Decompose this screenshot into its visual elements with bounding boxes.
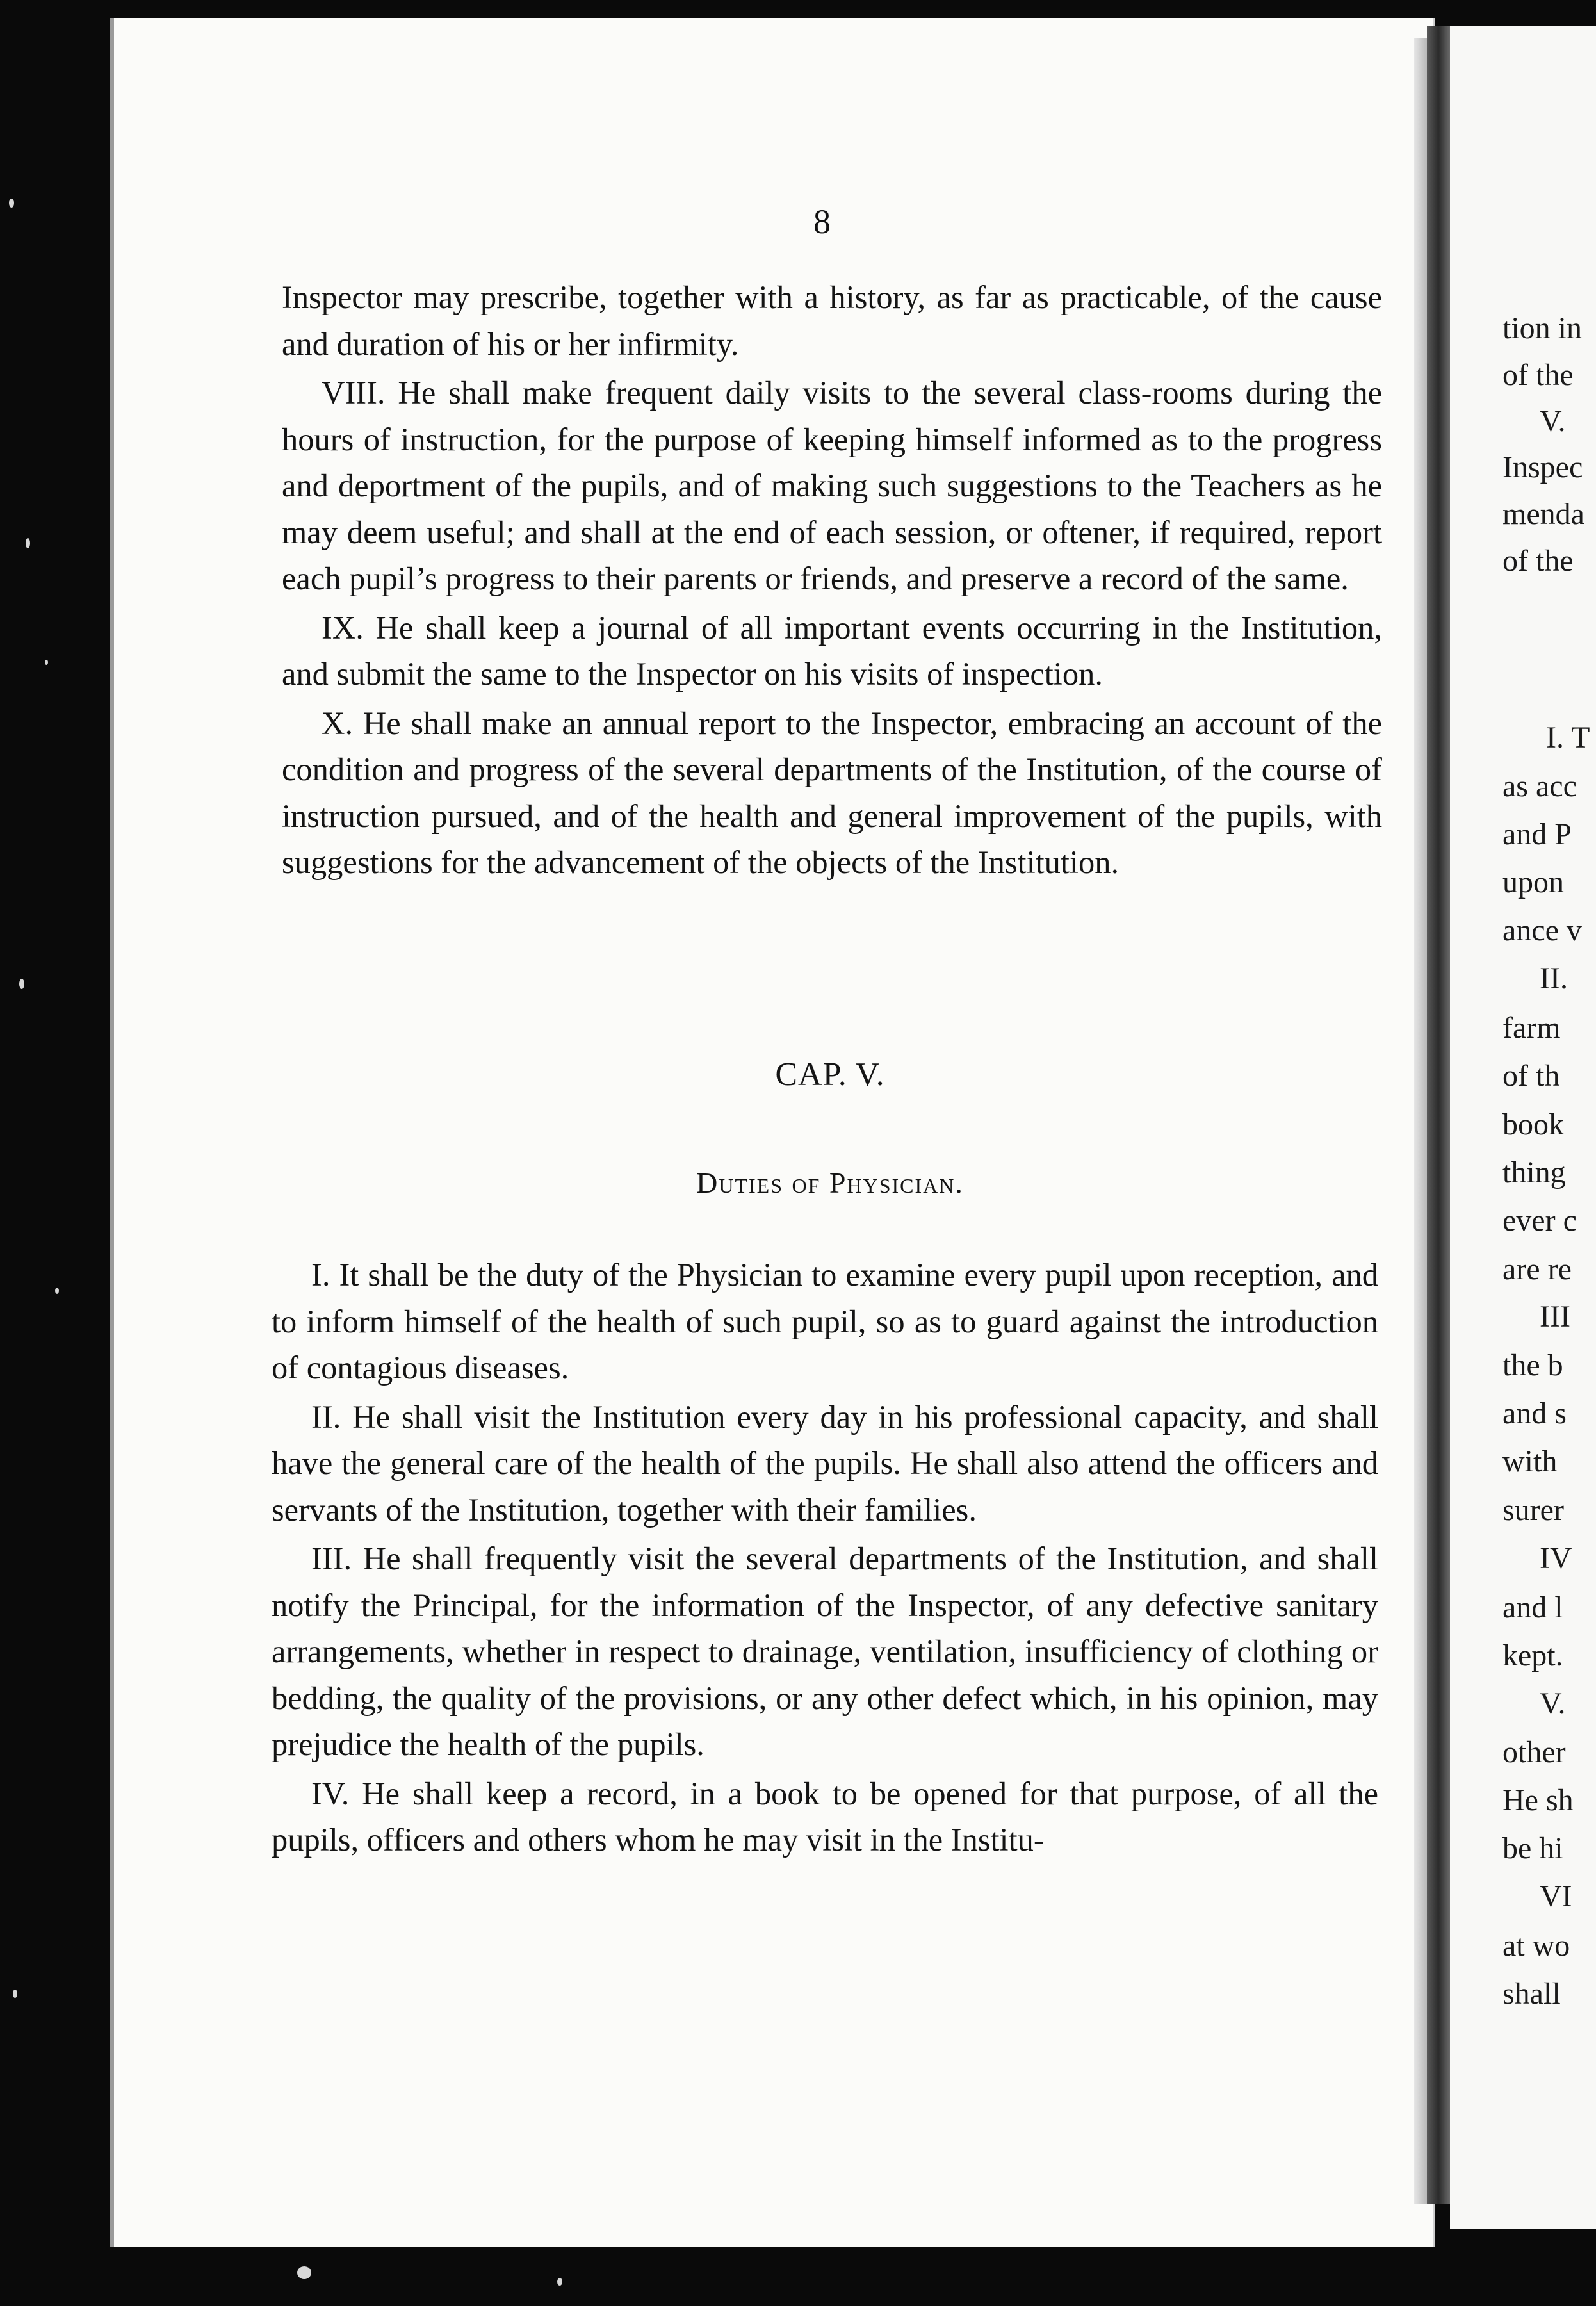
paragraph: IV. He shall keep a record, in a book to be opened for that purpose, of all the pupils, officers and others whom he may visit in the Institu-	[272, 1775, 1378, 1858]
paragraph: I. It shall be the duty of the Physician to examine every pupil upon reception, and to inform himself of the health of such pupil, so as to guard against the introduction of contagious diseases.	[272, 1257, 1378, 1386]
fragment-line: I. T	[1546, 721, 1590, 755]
fragment-line: V.	[1540, 404, 1566, 438]
fragment-line: ance v	[1502, 913, 1582, 947]
fragment-line: menda	[1502, 497, 1584, 531]
fragment-line: other	[1502, 1735, 1566, 1769]
fragment-line: as acc	[1502, 769, 1577, 803]
section-heading: Duties of Physician.	[696, 1166, 964, 1199]
fragment-line: V.	[1540, 1687, 1566, 1721]
margin-speck	[297, 2266, 311, 2279]
fragment-line: VI	[1540, 1879, 1572, 1913]
fragment-line: of th	[1502, 1059, 1560, 1093]
fragment-line: surer	[1502, 1493, 1564, 1527]
margin-speck	[19, 979, 24, 989]
fragment-line: be hi	[1502, 1831, 1563, 1865]
fragment-line: tion in	[1502, 311, 1583, 345]
fragment-line: of the	[1502, 358, 1574, 392]
margin-speck	[557, 2278, 562, 2286]
fragment-line: He sh	[1502, 1783, 1574, 1817]
body-text-lower	[272, 1252, 1378, 1863]
paragraph: IX. He shall keep a journal of all important events occurring in the Institution, and submit the same to the Inspector on his visits of inspection.	[282, 609, 1382, 692]
fragment-line: IV	[1540, 1541, 1572, 1575]
book-gutter	[1427, 26, 1450, 2204]
fragment-line: of the	[1502, 544, 1574, 578]
fragment-line: and l	[1502, 1590, 1563, 1624]
fragment-line: and P	[1502, 817, 1572, 851]
fragment-line: at wo	[1502, 1929, 1570, 1963]
chapter-heading: CAP. V.	[775, 1056, 885, 1093]
margin-speck	[55, 1288, 59, 1294]
margin-speck	[9, 199, 14, 208]
fragment-line: with	[1502, 1444, 1558, 1478]
fragment-line: farm	[1502, 1011, 1561, 1045]
right-page-fragment	[1450, 26, 1596, 2229]
fragment-line: thing	[1502, 1156, 1566, 1190]
margin-speck	[45, 660, 48, 665]
paragraph: X. He shall make an annual report to the Inspector, embracing an account of the condition and progress of the several departments of the Institution, of the course of instruction pursued, and of the health and general improvement of the pupils, with suggestions for the advancement of the objects of the Institution.	[282, 705, 1382, 880]
fragment-line: upon	[1502, 865, 1564, 899]
fragment-line: Inspec	[1502, 450, 1583, 484]
fragment-line: are re	[1502, 1252, 1572, 1286]
fragment-line: the b	[1502, 1348, 1563, 1382]
paragraph: Inspector may prescribe, together with a history, as far as practicable, of the cause and duration of his or her infirmity.	[282, 279, 1382, 362]
page-edge	[1414, 38, 1428, 2204]
margin-speck	[26, 538, 30, 548]
fragment-line: shall	[1502, 1977, 1561, 2011]
fragment-line: III	[1540, 1300, 1570, 1334]
margin-speck	[13, 1990, 17, 1998]
fragment-line: II.	[1540, 961, 1568, 995]
body-text-upper	[282, 274, 1382, 886]
fragment-line: book	[1502, 1108, 1564, 1141]
paragraph: VIII. He shall make frequent daily visits to the several class-rooms during the hours of instruction, for the purpose of keeping himself informed as to the progress and deportment of the pupils, and of making such suggestions to the Teachers as he may deem useful; and shall at the end of each session, or oftener, if required, report each pupil’s progress to their parents or friends, and preserve a record of the same.	[282, 375, 1382, 596]
fragment-line: and s	[1502, 1396, 1567, 1430]
fragment-line: ever c	[1502, 1204, 1577, 1238]
paragraph: II. He shall visit the Institution every day in his professional capacity, and shall have the general care of the health of the pupils. He shall also attend the officers and servants of the Institution, together with their families.	[272, 1398, 1378, 1528]
fragment-line: kept.	[1502, 1639, 1563, 1672]
page-number: 8	[813, 202, 831, 241]
paragraph: III. He shall frequently visit the several departments of the Institution, and shall notify the Principal, for the information of the Inspector, of any defective sanitary arrangements, whether in respect to drainage, ventilation, insufficiency of clothing or bedding, the quality of the provisions, or any other defect which, in his opinion, may prejudice the health of the pupils.	[272, 1541, 1378, 1762]
